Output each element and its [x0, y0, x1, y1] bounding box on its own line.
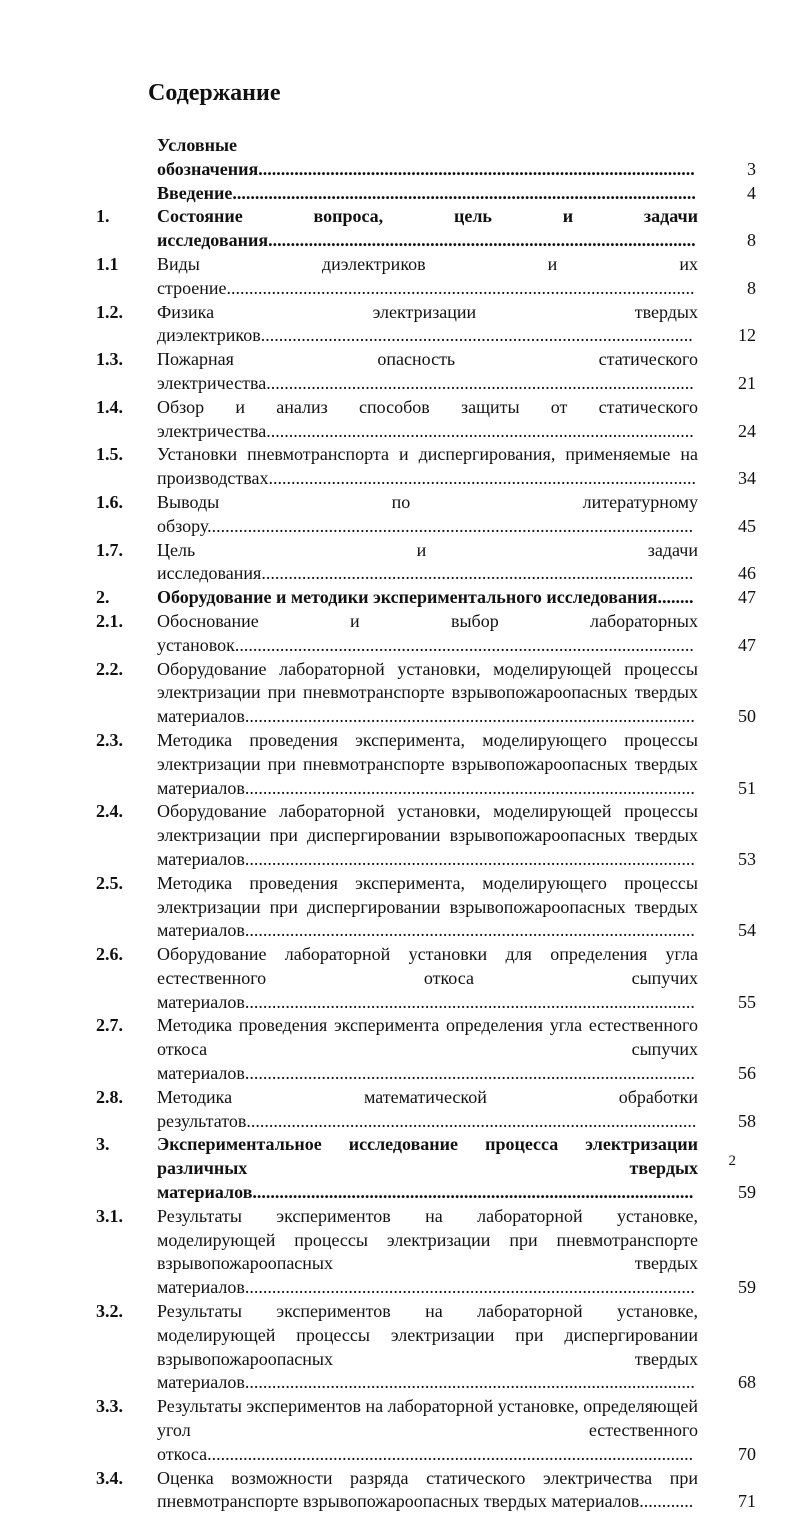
toc-entry — [96, 539, 756, 587]
toc-entry — [96, 800, 756, 871]
toc-entry-number: 1.1 — [96, 253, 119, 274]
dot-leader: .................................................................................................... — [244, 1063, 695, 1084]
toc-entry — [96, 729, 756, 800]
dot-leader: .................................................................................................... — [244, 991, 695, 1012]
dot-leader: ............................................................................................................ — [207, 515, 694, 536]
dot-leader: ............................................................................................... — [268, 230, 696, 251]
toc-entry-title: Введение — [157, 182, 233, 203]
toc-entry-title: Виды диэлектриков и их строение — [157, 253, 698, 298]
toc-entry-number: 1.6. — [96, 491, 123, 512]
toc-entry-title: Условные обозначения — [157, 135, 259, 179]
toc-entry — [96, 1300, 756, 1395]
toc-entry — [96, 872, 756, 943]
toc-entry — [96, 1395, 756, 1466]
toc-entry-page: 45 — [738, 515, 756, 536]
toc-entry-title: Обоснование и выбор лабораторных установок — [157, 610, 698, 655]
toc-entry-title: Цель и задачи исследования — [157, 539, 698, 584]
toc-entry-page: 70 — [738, 1443, 756, 1464]
toc-entry-title: Экспериментальное исследование процесса электризации различных твердых материалов — [157, 1134, 698, 1203]
toc-entry-number: 1.7. — [96, 539, 123, 560]
toc-entry-number: 2.3. — [96, 729, 123, 750]
dot-leader: ............ — [639, 1491, 694, 1512]
toc-entry-page: 56 — [738, 1063, 756, 1084]
toc-entry — [96, 943, 756, 1014]
toc-entry-page: 55 — [738, 991, 756, 1012]
dot-leader: .................................................................................................... — [244, 1372, 695, 1393]
dot-leader: ........................................................................................................ — [226, 277, 695, 298]
toc-entry-page: 59 — [738, 1182, 756, 1203]
toc-entry-number: 3. — [96, 1134, 110, 1155]
toc-entry-title: Методика проведения эксперимента, моделирующего процессы электризации при пневмотранспорте взрывопожароопасных твердых материалов — [157, 729, 698, 798]
page-title: Содержание — [148, 80, 281, 106]
toc-entry-number: 1. — [96, 206, 110, 227]
toc-entry-title: Оборудование лабораторной установки, моделирующей процессы электризации при пневмотранспорте взрывопожароопасных твердых материалов — [157, 658, 698, 727]
toc-entry-page: 12 — [738, 325, 756, 346]
dot-leader: ............................................................................................... — [268, 468, 696, 489]
toc-entry-number: 1.4. — [96, 396, 123, 417]
toc-entry-number: 1.3. — [96, 349, 123, 370]
toc-entry-number — [96, 182, 157, 206]
toc-entry — [96, 443, 756, 491]
toc-entry-title: Состояние вопроса, цель и задачи исследования — [157, 206, 698, 251]
dot-leader: .................................................................................................... — [244, 1277, 695, 1298]
toc-entry-number: 1.2. — [96, 301, 123, 322]
dot-leader: ............................................................................................................ — [207, 1443, 694, 1464]
toc-entry-page: 58 — [738, 1110, 756, 1131]
toc-entry-page: 34 — [738, 468, 756, 489]
toc-entry — [96, 1205, 756, 1300]
toc-entry-number: 2.7. — [96, 1015, 123, 1036]
toc-entry-title: Оценка возможности разряда статического электричества при пневмотранспорте взрывопожароопасных твердых материалов — [157, 1467, 698, 1512]
toc-entry-number: 3.4. — [96, 1467, 123, 1488]
toc-entry-page: 50 — [738, 706, 756, 727]
toc-entry-number: 2.1. — [96, 610, 123, 631]
toc-entry — [96, 1467, 756, 1514]
toc-entry-number: 2.2. — [96, 658, 123, 679]
toc-entry — [96, 658, 756, 729]
toc-entry-number: 3.3. — [96, 1396, 123, 1417]
toc-entry-title: Пожарная опасность статического электричества — [157, 349, 698, 393]
toc-entry-title: Методика математической обработки результатов — [157, 1086, 698, 1131]
toc-entry-title: Оборудование лабораторной установки, моделирующей процессы электризации при диспергировании взрывопожароопасных твердых материалов — [157, 801, 698, 869]
toc-entry — [96, 396, 756, 444]
toc-entry-title: Выводы по литературному обзору — [157, 491, 698, 536]
toc-entry-page: 54 — [738, 920, 756, 941]
toc-entry-page: 71 — [738, 1491, 756, 1512]
dot-leader: .................................................................................................. — [252, 1182, 694, 1203]
dot-leader: ................................................................................................. — [258, 158, 695, 179]
dot-leader: .................................................................................................... — [244, 777, 695, 798]
toc-entry-page: 47 — [738, 587, 756, 608]
toc-entry — [96, 1133, 756, 1204]
toc-entry-title: Результаты экспериментов на лабораторной установке, моделирующей процессы электризации при диспергировании взрывопожароопасных твердых материалов — [157, 1301, 698, 1393]
toc-entry-page: 24 — [738, 420, 756, 441]
toc-entry — [96, 301, 756, 349]
table-of-contents — [96, 134, 756, 1514]
toc-entry-number — [96, 134, 157, 182]
toc-entry — [96, 1014, 756, 1085]
toc-entry — [96, 253, 756, 301]
toc-entry-page: 47 — [738, 634, 756, 655]
toc-entry-number: 2. — [96, 587, 110, 608]
toc-entry-number: 3.1. — [96, 1205, 123, 1226]
dot-leader: ....................................................................................................... — [232, 182, 696, 203]
toc-entry-page: 3 — [747, 158, 756, 179]
toc-entry-page: 51 — [738, 777, 756, 798]
toc-entry-page: 8 — [747, 230, 756, 251]
toc-entry-number: 1.5. — [96, 444, 123, 465]
toc-entry-title: Результаты экспериментов на лабораторной установке, определяющей угол естественного откоса — [157, 1396, 698, 1464]
toc-entry — [96, 610, 756, 658]
dot-leader: .................................................................................................... — [244, 920, 695, 941]
toc-entry-page: 53 — [738, 848, 756, 869]
toc-entry-page: 68 — [738, 1372, 756, 1393]
toc-entry — [96, 348, 756, 396]
toc-entry — [96, 1086, 756, 1134]
toc-entry-title: Физика электризации твердых диэлектриков — [157, 301, 698, 346]
dot-leader: .................................................................................................... — [244, 848, 695, 869]
toc-entry-page: 21 — [738, 372, 756, 393]
toc-entry-title: Оборудование и методики экспериментального исследования — [157, 587, 658, 608]
toc-entry-number: 2.6. — [96, 944, 123, 965]
dot-leader: ............................................................................................... — [266, 372, 694, 393]
toc-entry-page: 59 — [738, 1277, 756, 1298]
dot-leader: .................................................................................................... — [244, 706, 695, 727]
dot-leader: ................................................................................................ — [261, 563, 694, 584]
toc-entry-number: 3.2. — [96, 1301, 123, 1322]
toc-entry-number: 2.4. — [96, 801, 123, 822]
toc-entry-number: 2.8. — [96, 1086, 123, 1107]
toc-entry-title: Результаты экспериментов на лабораторной установке, моделирующей процессы электризации при пневмотранспорте взрывопожароопасных твердых материалов — [157, 1205, 698, 1298]
toc-entry — [96, 182, 756, 206]
dot-leader: ...................................................................................................... — [234, 634, 694, 655]
toc-entry-page: 8 — [747, 277, 756, 298]
dot-leader: ................................................................................................ — [260, 325, 693, 346]
toc-entry — [96, 491, 756, 539]
toc-entry-title: Методика проведения эксперимента определения угла естественного откоса сыпучих материалов — [157, 1015, 698, 1084]
toc-entry-title: Обзор и анализ способов защиты от статического электричества — [157, 396, 698, 441]
toc-entry — [96, 134, 756, 182]
dot-leader: ........ — [657, 587, 694, 608]
dot-leader: .................................................................................................... — [246, 1110, 697, 1131]
toc-entry-number: 2.5. — [96, 872, 123, 893]
toc-entry-title: Установки пневмотранспорта и диспергирования, применяемые на производствах — [157, 444, 698, 489]
toc-entry — [96, 586, 756, 610]
toc-entry-page: 4 — [747, 182, 756, 203]
toc-entry-page: 46 — [738, 563, 756, 584]
page-number: 2 — [728, 1153, 736, 1169]
toc-entry-title: Методика проведения эксперимента, моделирующего процессы электризации при диспергировании взрывопожароопасных твердых материалов — [157, 872, 698, 941]
toc-entry — [96, 205, 756, 253]
toc-entry-title: Оборудование лабораторной установки для определения угла естественного откоса сыпучих материалов — [157, 944, 698, 1012]
dot-leader: ............................................................................................... — [266, 420, 694, 441]
